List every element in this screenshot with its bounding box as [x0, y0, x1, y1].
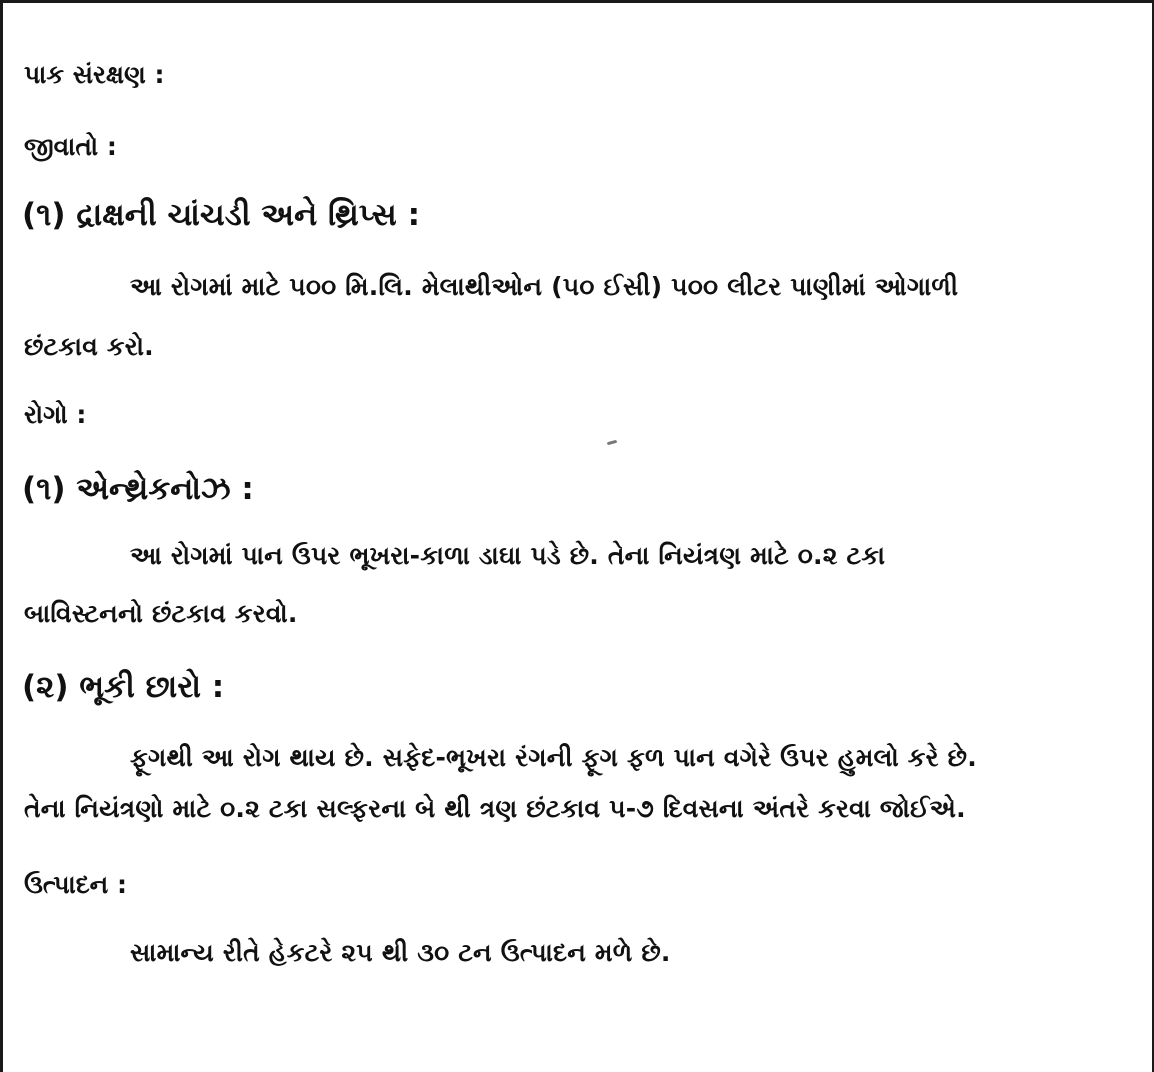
pest1-body-line2: છંટકાવ કરો.: [24, 332, 154, 361]
disease2-body-line1: ફૂગથી આ રોગ થાય છે. સફેદ-ભૂખરા રંગની ફૂગ ફળ પાન વગેરે ઉપર હુમલો કરે છે.: [130, 743, 977, 772]
disease1-body-line2: બાવિસ્ટનનો છંટકાવ કરવો.: [24, 599, 298, 628]
pest1-title: (૧) દ્રાક્ષની ચાંચડી અને થ્રિપ્સ :: [22, 197, 420, 233]
pest1-body-line1: આ રોગમાં માટે ૫૦૦ મિ.લિ. મેલાથીઓન (૫૦ ઈસી) ૫૦૦ લીટર પાણીમાં ઓગાળી: [130, 272, 959, 301]
disease1-body-line1: આ રોગમાં પાન ઉપર ભૂખરા-કાળા ડાઘા પડે છે. તેના નિયંત્રણ માટે ૦.૨ ટકા: [130, 541, 886, 570]
heading-pests: જીવાતો :: [24, 132, 117, 161]
disease2-title: (૨) ભૂકી છારો :: [22, 669, 225, 705]
scan-speck: [607, 440, 617, 445]
page-border-top: [2, 0, 1154, 3]
heading-production: ઉત્પાદન :: [24, 870, 128, 899]
heading-diseases: રોગો :: [24, 400, 87, 429]
page-border-left: [0, 0, 3, 1072]
heading-crop-protection: પાક સંરક્ષણ :: [24, 60, 165, 89]
disease1-title: (૧) એન્થ્રેકનોઝ :: [22, 471, 254, 507]
production-body: સામાન્ય રીતે હેકટરે ૨૫ થી ૩૦ ટન ઉત્પાદન મળે છે.: [130, 938, 671, 967]
disease2-body-line2: તેના નિયંત્રણો માટે ૦.૨ ટકા સલ્ફરના બે થી ત્રણ છંટકાવ ૫-૭ દિવસના અંતરે કરવા જોઈએ.: [24, 794, 966, 823]
